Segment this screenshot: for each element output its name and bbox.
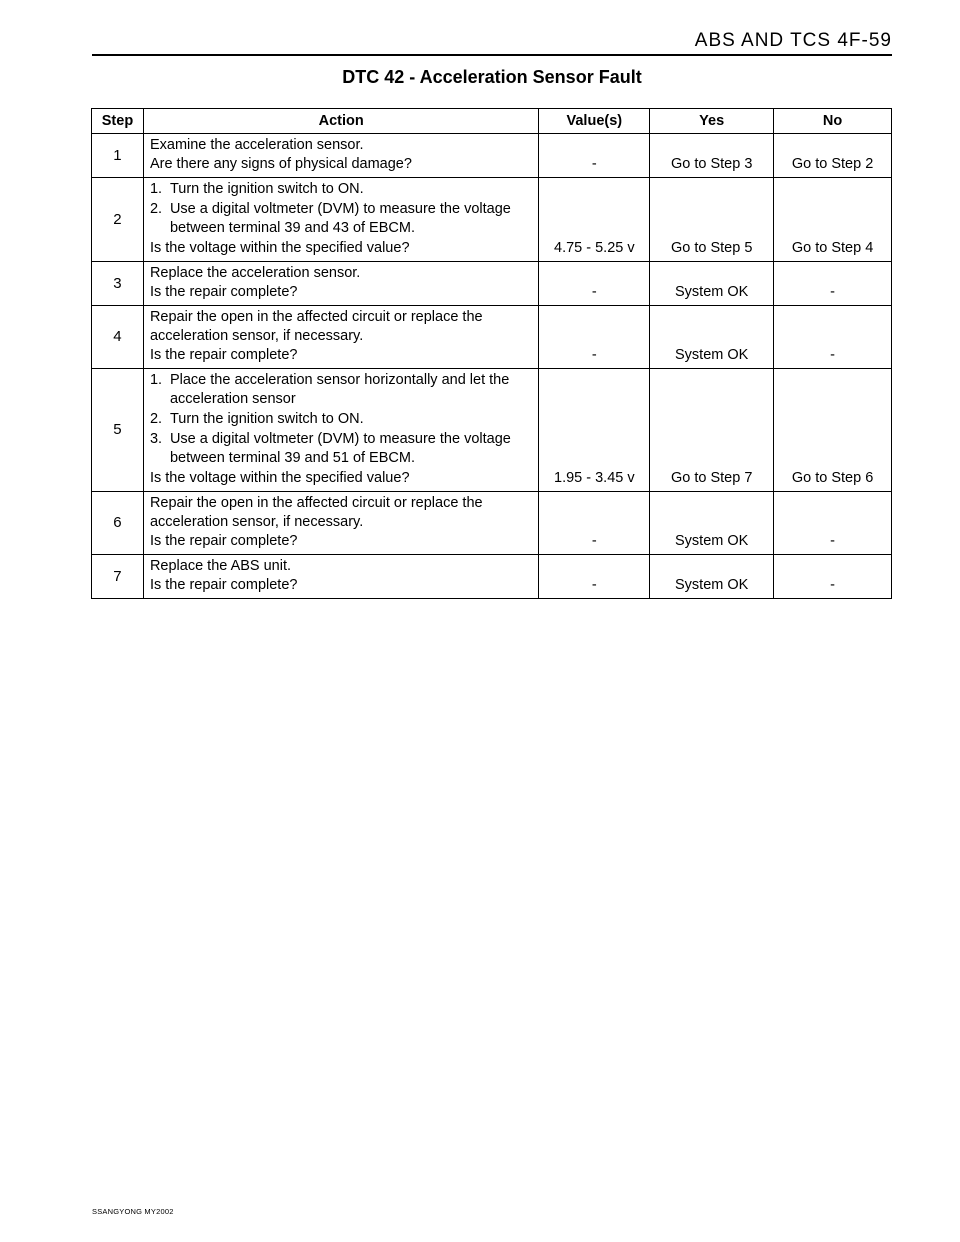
step-number: 1	[92, 134, 144, 178]
table-row	[92, 306, 892, 369]
action-intro: Repair the open in the affected circuit or replace the acceleration sensor, if necessary.	[149, 495, 483, 530]
action-item-number: 2.	[149, 201, 163, 217]
action-cell	[143, 306, 538, 369]
action-cell	[143, 134, 538, 178]
no-cell: Go to Step 2	[774, 134, 892, 178]
table-row	[92, 262, 892, 306]
document-title: DTC 42 - Acceleration Sensor Fault	[342, 67, 642, 87]
table-body	[92, 134, 892, 599]
action-item-text: Turn the ignition switch to ON.	[169, 411, 364, 427]
no-cell: -	[774, 306, 892, 369]
table-row	[92, 492, 892, 555]
action-item-number: 3.	[149, 431, 163, 447]
action-item-number: 1.	[149, 372, 163, 388]
action-item-number: 2.	[149, 411, 163, 427]
step-number: 3	[92, 262, 144, 306]
action-question: Is the voltage within the specified value?	[149, 470, 410, 486]
action-list-item	[150, 430, 532, 468]
header-step: Step	[92, 109, 144, 134]
value-cell: -	[539, 262, 650, 306]
value-cell: -	[539, 134, 650, 178]
no-cell: Go to Step 4	[774, 178, 892, 262]
yes-cell: Go to Step 5	[650, 178, 774, 262]
action-item-number: 1.	[149, 181, 163, 197]
header-yes: Yes	[650, 109, 774, 134]
yes-cell: System OK	[650, 262, 774, 306]
action-question: Is the repair complete?	[149, 284, 298, 300]
action-list-item	[150, 371, 532, 409]
no-cell: -	[774, 555, 892, 599]
table-row	[92, 369, 892, 492]
value-cell: -	[539, 306, 650, 369]
step-number: 4	[92, 306, 144, 369]
step-number: 6	[92, 492, 144, 555]
value-cell: 1.95 - 3.45 v	[539, 369, 650, 492]
header-action: Action	[143, 109, 538, 134]
diagnostic-table	[91, 108, 892, 599]
step-number: 2	[92, 178, 144, 262]
action-cell	[143, 369, 538, 492]
yes-cell: System OK	[650, 555, 774, 599]
value-cell: -	[539, 492, 650, 555]
step-number: 7	[92, 555, 144, 599]
action-cell	[143, 555, 538, 599]
action-question: Are there any signs of physical damage?	[149, 156, 412, 172]
table-row	[92, 555, 892, 599]
page-header-title: ABS AND TCS 4F-59	[694, 30, 892, 51]
header-no: No	[774, 109, 892, 134]
action-item-text: Turn the ignition switch to ON.	[169, 181, 364, 197]
table-header-row	[92, 109, 892, 134]
action-intro: Replace the acceleration sensor.	[149, 265, 361, 281]
action-list-item	[150, 410, 532, 429]
action-intro: Repair the open in the affected circuit or replace the acceleration sensor, if necessary.	[149, 309, 483, 344]
action-question: Is the voltage within the specified value?	[149, 240, 410, 256]
action-intro: Examine the acceleration sensor.	[149, 137, 364, 153]
table-row	[92, 134, 892, 178]
action-item-text: Place the acceleration sensor horizontally and let the acceleration sensor	[169, 372, 510, 407]
page-header	[92, 30, 892, 56]
action-list-item	[150, 200, 532, 238]
yes-cell: Go to Step 7	[650, 369, 774, 492]
action-question: Is the repair complete?	[149, 533, 298, 549]
action-question: Is the repair complete?	[149, 577, 298, 593]
header-values: Value(s)	[539, 109, 650, 134]
table-row	[92, 178, 892, 262]
action-intro: Replace the ABS unit.	[149, 558, 292, 574]
no-cell: -	[774, 492, 892, 555]
yes-cell: System OK	[650, 306, 774, 369]
action-list-item	[150, 180, 532, 199]
yes-cell: System OK	[650, 492, 774, 555]
action-cell	[143, 492, 538, 555]
action-question: Is the repair complete?	[149, 347, 298, 363]
action-item-text: Use a digital voltmeter (DVM) to measure the voltage between terminal 39 and 43 of EBCM.	[169, 201, 511, 236]
footer-text: SSANGYONG MY2002	[92, 1207, 174, 1216]
no-cell: Go to Step 6	[774, 369, 892, 492]
step-number: 5	[92, 369, 144, 492]
no-cell: -	[774, 262, 892, 306]
action-cell	[143, 262, 538, 306]
value-cell: 4.75 - 5.25 v	[539, 178, 650, 262]
value-cell: -	[539, 555, 650, 599]
action-cell	[143, 178, 538, 262]
action-item-text: Use a digital voltmeter (DVM) to measure the voltage between terminal 39 and 51 of EBCM.	[169, 431, 511, 466]
yes-cell: Go to Step 3	[650, 134, 774, 178]
